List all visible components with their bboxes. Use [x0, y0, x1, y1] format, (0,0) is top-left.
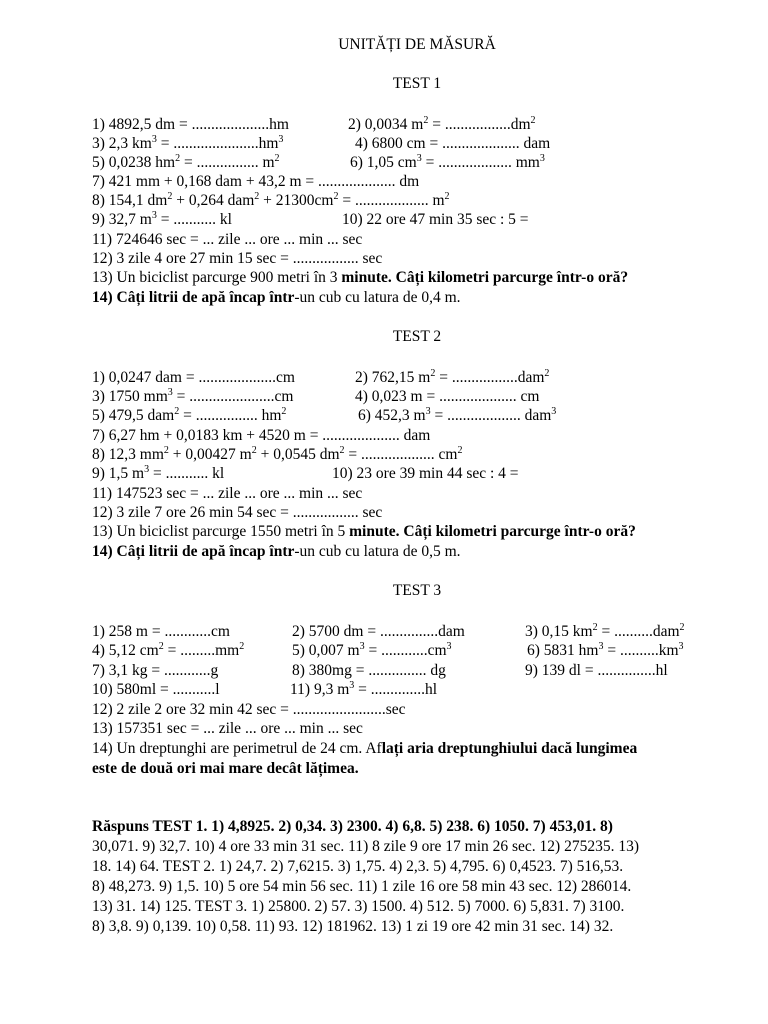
t1-q14: 14) Câți litrii de apă încap într-un cub cu latura de 0,4 m.: [92, 289, 461, 306]
t3-q14-line1: 14) Un dreptunghi are perimetrul de 24 cm. Aflați aria dreptunghiului dacă lungimea: [92, 740, 638, 757]
t1-q6: 6) 1,05 $cm^3$ = ................... $mm^3$: [350, 153, 545, 171]
t1-q12: 12) 3 zile 4 ore 27 min 15 sec = ................. sec: [92, 250, 383, 267]
t3-q10: 10) 580ml = ...........l: [92, 681, 220, 698]
t2-q14: 14) Câți litrii de apă încap într-un cub cu latura de 0,5 m.: [92, 543, 461, 560]
t2-q3: 3) 1750 $mm^3 = ......................cm$: [92, 387, 294, 405]
answers-line-1: Răspuns TEST 1. 1) 4,8925. 2) 0,34. 3) 2300. 4) 6,8. 5) 238. 6) 1050. 7) 453,01. 8): [92, 818, 613, 835]
t2-q5: 5) 479,5 dam$^2$ = ................ $hm^2$: [92, 406, 287, 424]
t3-q4: 4) 5,12 $cm^2 = .........mm^2$: [92, 641, 245, 659]
t3-q13: 13) 157351 sec = ... zile ... ore ... min ... sec: [92, 720, 363, 737]
t1-q8: 8) 154,1 $dm^2 + 0,264$ $dam^2 + 21300cm^2$ = ................... $m^2$: [92, 191, 450, 209]
t2-q11: 11) 147523 sec = ... zile ... ore ... min ... sec: [92, 485, 363, 502]
t2-q7: 7) 6,27 hm + 0,0183 km + 4520 m = .................... dam: [92, 427, 431, 444]
t1-q4: 4) 6800 cm = .................... dam: [355, 135, 551, 152]
t2-q10: 10) 23 ore 39 min 44 sec : 4 =: [332, 465, 519, 482]
answers-line-3: 18. 14) 64. TEST 2. 1) 24,7. 2) 7,6215. 3) 1,75. 4) 2,3. 5) 4,795. 6) 0,4523. 7) 516,53.: [92, 858, 624, 875]
t3-q1: 1) 258 m = ............cm: [92, 623, 230, 640]
t3-q9: 9) 139 dl = ...............hl: [525, 662, 668, 679]
t2-q8: 8) 12,3 $mm^2 + 0,00427$ $m^2 + 0,0545$ $dm^2$ = ................... $cm^2$: [92, 445, 463, 463]
test2-title: TEST 2: [392, 328, 442, 345]
t3-q7: 7) 3,1 kg = ............g: [92, 662, 219, 679]
t1-q9: 9) 32,7 $m^3$ = ........... kl: [92, 210, 232, 228]
t1-q1: 1) 4892,5 dm = ....................hm: [92, 116, 289, 133]
t1-q3: 3) 2,3 $km^3 = ......................hm^3$: [92, 134, 284, 152]
t1-q13: 13) Un biciclist parcurge 900 metri în 3 minute. Câți kilometri parcurge într-o oră?: [92, 269, 629, 286]
t3-q11: 11) 9,3 $m^3 = ..............hl$: [290, 680, 438, 698]
t1-q10: 10) 22 ore 47 min 35 sec : 5 =: [342, 211, 529, 228]
t1-q2: 2) 0,0034 $m^2 = .................dm^2$: [348, 115, 536, 133]
answers-line-4: 8) 48,273. 9) 1,5. 10) 5 ore 54 min 56 sec. 11) 1 zile 16 ore 58 min 43 sec. 12) 286014.: [92, 878, 632, 895]
t2-q2: 2) 762,15 $m^2 = .................dam^2$: [355, 368, 550, 386]
test3-title: TEST 3: [392, 582, 442, 599]
t3-q6: 6) 5831 $hm^3 = ..........km^3$: [527, 641, 684, 659]
main-title: UNITĂȚI DE MĂSURĂ: [338, 36, 496, 53]
t3-q5: 5) 0,007 $m^3 = ............cm^3$: [292, 641, 452, 659]
t2-q6: 6) 452,3 $m^3$ = ................... dam$^3$: [358, 406, 557, 424]
t1-q5: 5) 0,0238 $hm^2$ = ................ $m^2$: [92, 153, 280, 171]
t3-q2: 2) 5700 dm = ...............dam: [292, 623, 465, 640]
t2-q9: 9) 1,5 $m^3$ = ........... kl: [92, 464, 225, 482]
t1-q7: 7) 421 mm + 0,168 dam + 43,2 m = .................... dm: [92, 173, 420, 190]
answers-line-2: 30,071. 9) 32,7. 10) 4 ore 33 min 31 sec. 11) 8 zile 9 ore 17 min 26 sec. 12) 275235. 13): [92, 838, 639, 855]
t2-q1: 1) 0,0247 dam = ....................cm: [92, 369, 295, 386]
t1-q11: 11) 724646 sec = ... zile ... ore ... min ... sec: [92, 231, 363, 248]
t3-q12: 12) 2 zile 2 ore 32 min 42 sec = ........................sec: [92, 701, 406, 718]
t2-q12: 12) 3 zile 7 ore 26 min 54 sec = ................. sec: [92, 504, 383, 521]
t2-q4: 4) 0,023 m = .................... cm: [355, 388, 540, 405]
test1-title: TEST 1: [392, 75, 442, 92]
answers-line-5: 13) 31. 14) 125. TEST 3. 1) 25800. 2) 57. 3) 1500. 4) 512. 5) 7000. 6) 5,831. 7) 3100.: [92, 898, 625, 915]
t3-q8: 8) 380mg = ............... dg: [292, 662, 446, 679]
answers-line-6: 8) 3,8. 9) 0,139. 10) 0,58. 11) 93. 12) 181962. 13) 1 zi 19 ore 42 min 31 sec. 14) 32.: [92, 918, 614, 935]
t3-q3: 3) 0,15 $km^2 = ..........dam^2$: [525, 622, 685, 640]
t2-q13: 13) Un biciclist parcurge 1550 metri în 5 minute. Câți kilometri parcurge într-o oră?: [92, 523, 636, 540]
t3-q14-line2: este de două ori mai mare decât lățimea.: [92, 760, 359, 777]
